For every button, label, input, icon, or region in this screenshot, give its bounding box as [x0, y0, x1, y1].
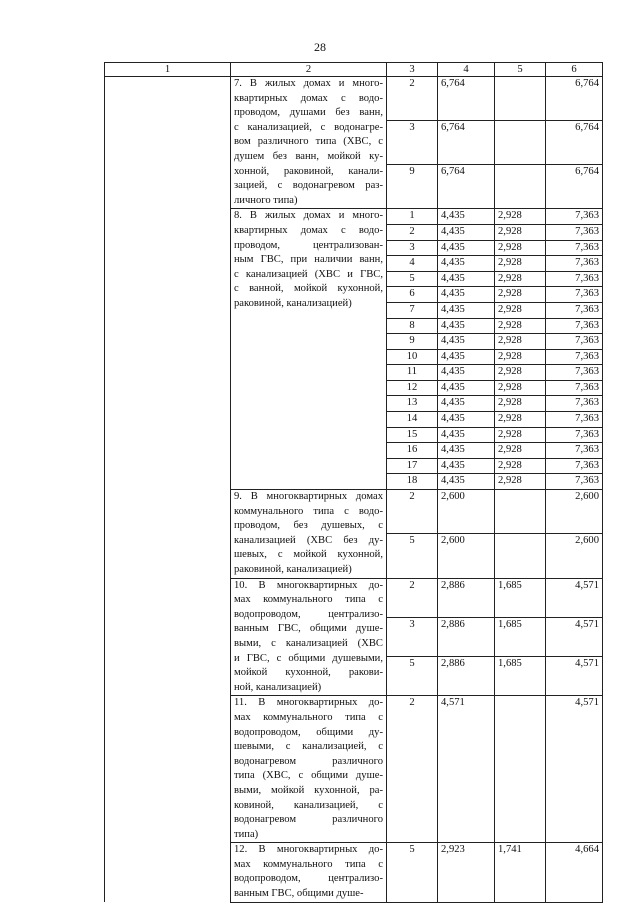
- value-col4-cell: 2,886: [438, 578, 495, 617]
- description-line: 8. В жилых домах и много-: [234, 210, 383, 222]
- value-col6-cell: 4,571: [546, 657, 603, 696]
- description-line: зацией, с водонагревом раз-: [234, 180, 383, 192]
- description-line: ванным ГВС, общими душе-: [234, 888, 364, 900]
- description-line: типа): [234, 828, 259, 840]
- service-code-cell: 3: [387, 121, 438, 165]
- description-line: квартирных домах с водо-: [234, 224, 383, 236]
- value-col5-cell: [495, 696, 546, 843]
- value-col5-cell: 2,928: [495, 318, 546, 334]
- value-col5-cell: 2,928: [495, 209, 546, 225]
- description-line: ковиной, канализацией, с: [234, 799, 383, 811]
- value-col6-cell: 7,363: [546, 302, 603, 318]
- service-code-cell: 2: [387, 578, 438, 617]
- value-col4-cell: 4,435: [438, 209, 495, 225]
- value-col4-cell: 4,435: [438, 256, 495, 272]
- value-col6-cell: 7,363: [546, 318, 603, 334]
- column-header: 4: [438, 63, 495, 77]
- description-line: водопроводом, централизо-: [234, 873, 383, 885]
- header-row: [105, 63, 603, 77]
- value-col6-cell: 7,363: [546, 224, 603, 240]
- value-col5-cell: 2,928: [495, 224, 546, 240]
- value-col5-cell: [495, 77, 546, 121]
- description-line: с ванной, мойкой кухонной,: [234, 283, 383, 295]
- column-header: 1: [105, 63, 231, 77]
- service-code-cell: 9: [387, 334, 438, 350]
- value-col4-cell: 4,435: [438, 224, 495, 240]
- service-code-cell: 2: [387, 696, 438, 843]
- service-code-cell: 17: [387, 458, 438, 474]
- description-line: душем без ванн, мойкой ку-: [234, 150, 383, 162]
- value-col4-cell: 6,764: [438, 77, 495, 121]
- service-code-cell: 4: [387, 256, 438, 272]
- value-col4-cell: 4,435: [438, 318, 495, 334]
- service-code-cell: 10: [387, 349, 438, 365]
- value-col5-cell: 2,928: [495, 365, 546, 381]
- description-line: 9. В многоквартирных домах: [234, 491, 383, 503]
- value-col6-cell: 7,363: [546, 458, 603, 474]
- description-line: вом различного типа (ХВС, с: [234, 136, 383, 148]
- description-line: ным ГВС, при наличии ванн,: [234, 254, 383, 266]
- value-col6-cell: 4,571: [546, 617, 603, 656]
- service-code-cell: 11: [387, 365, 438, 381]
- service-code-cell: 6: [387, 287, 438, 303]
- column-header: 6: [546, 63, 603, 77]
- category-description: [231, 843, 387, 902]
- value-col5-cell: 2,928: [495, 474, 546, 490]
- category-description: [231, 77, 387, 209]
- value-col5-cell: [495, 534, 546, 578]
- value-col4-cell: 6,764: [438, 165, 495, 209]
- value-col6-cell: 4,571: [546, 578, 603, 617]
- value-col6-cell: 7,363: [546, 287, 603, 303]
- value-col4-cell: 4,435: [438, 412, 495, 428]
- category-description: [231, 490, 387, 579]
- description-line: 11. В многоквартирных до-: [234, 697, 383, 709]
- description-line: раковиной, канализацией): [234, 564, 352, 575]
- value-col5-cell: 2,928: [495, 240, 546, 256]
- value-col5-cell: 2,928: [495, 334, 546, 350]
- description-line: водопроводом, общими ду-: [234, 726, 383, 738]
- service-code-cell: 2: [387, 224, 438, 240]
- value-col6-cell: 4,571: [546, 696, 603, 843]
- service-code-cell: 15: [387, 427, 438, 443]
- value-col4-cell: 4,435: [438, 302, 495, 318]
- description-line: канализацией (ХВС без ду-: [234, 534, 383, 546]
- tariff-table: [104, 62, 603, 903]
- description-line: шевых, с мойкой кухонной,: [234, 549, 383, 561]
- value-col6-cell: 6,764: [546, 77, 603, 121]
- column-header: 5: [495, 63, 546, 77]
- service-code-cell: 12: [387, 380, 438, 396]
- table-body: [105, 77, 603, 903]
- value-col4-cell: 4,435: [438, 365, 495, 381]
- value-col5-cell: 2,928: [495, 396, 546, 412]
- value-col6-cell: 7,363: [546, 334, 603, 350]
- service-code-cell: 5: [387, 843, 438, 902]
- category-description: [231, 696, 387, 843]
- service-code-cell: 8: [387, 318, 438, 334]
- value-col4-cell: 4,435: [438, 349, 495, 365]
- service-code-cell: 1: [387, 209, 438, 225]
- value-col4-cell: 4,435: [438, 240, 495, 256]
- service-code-cell: 5: [387, 657, 438, 696]
- value-col5-cell: [495, 490, 546, 534]
- value-col5-cell: 2,928: [495, 302, 546, 318]
- value-col5-cell: 1,741: [495, 843, 546, 902]
- description-line: выми, с канализацией (ХВС: [234, 637, 383, 649]
- value-col4-cell: 4,435: [438, 443, 495, 459]
- description-line: водопроводом, централизо-: [234, 608, 383, 620]
- service-code-cell: 3: [387, 617, 438, 656]
- value-col6-cell: 7,363: [546, 256, 603, 272]
- value-col6-cell: 7,363: [546, 412, 603, 428]
- category-description: [231, 209, 387, 490]
- description-line: 10. В многоквартирных до-: [234, 579, 383, 591]
- value-col6-cell: 7,363: [546, 443, 603, 459]
- value-col5-cell: 2,928: [495, 256, 546, 272]
- description-line: мах коммунального типа с: [234, 594, 383, 606]
- value-col5-cell: 1,685: [495, 578, 546, 617]
- service-code-cell: 3: [387, 240, 438, 256]
- value-col4-cell: 2,600: [438, 534, 495, 578]
- value-col4-cell: 4,435: [438, 396, 495, 412]
- service-code-cell: 18: [387, 474, 438, 490]
- page-number: 28: [314, 40, 326, 54]
- service-code-cell: 5: [387, 271, 438, 287]
- value-col4-cell: 4,435: [438, 427, 495, 443]
- value-col6-cell: 2,600: [546, 490, 603, 534]
- value-col5-cell: 2,928: [495, 412, 546, 428]
- value-col6-cell: 7,363: [546, 474, 603, 490]
- description-line: и ГВС, с общими душевыми,: [234, 652, 383, 664]
- value-col5-cell: 2,928: [495, 427, 546, 443]
- column-header: 3: [387, 63, 438, 77]
- value-col5-cell: 2,928: [495, 349, 546, 365]
- service-code-cell: 13: [387, 396, 438, 412]
- value-col6-cell: 7,363: [546, 365, 603, 381]
- value-col6-cell: 6,764: [546, 121, 603, 165]
- description-line: 12. В многоквартирных до-: [234, 844, 383, 856]
- value-col4-cell: 4,435: [438, 287, 495, 303]
- value-col5-cell: 1,685: [495, 617, 546, 656]
- description-line: 7. В жилых домах и много-: [234, 78, 383, 89]
- value-col4-cell: 2,886: [438, 617, 495, 656]
- description-line: с канализацией (ХВС и ГВС,: [234, 268, 383, 280]
- value-col4-cell: 4,435: [438, 380, 495, 396]
- description-line: водонагревом различного: [234, 755, 383, 767]
- description-line: типа (ХВС, с общими душе-: [234, 770, 383, 782]
- description-line: проводом, без душевых, с: [234, 520, 383, 532]
- column-1-cell: [105, 77, 231, 903]
- value-col4-cell: 4,571: [438, 696, 495, 843]
- description-line: хонной, раковиной, канали-: [234, 165, 383, 177]
- value-col4-cell: 4,435: [438, 458, 495, 474]
- service-code-cell: 5: [387, 534, 438, 578]
- description-line: выми, мойкой кухонной, ра-: [234, 784, 383, 796]
- value-col4-cell: 6,764: [438, 121, 495, 165]
- description-line: коммунального типа с водо-: [234, 505, 383, 517]
- value-col6-cell: 7,363: [546, 209, 603, 225]
- value-col5-cell: 2,928: [495, 287, 546, 303]
- category-description: [231, 578, 387, 696]
- value-col6-cell: 7,363: [546, 349, 603, 365]
- column-header: 2: [231, 63, 387, 77]
- value-col6-cell: 6,764: [546, 165, 603, 209]
- description-line: ной, канализацией): [234, 681, 322, 693]
- description-line: мойкой кухонной, ракови-: [234, 667, 383, 679]
- value-col5-cell: 2,928: [495, 458, 546, 474]
- value-col6-cell: 7,363: [546, 240, 603, 256]
- description-line: водонагревом различного: [234, 814, 383, 826]
- service-code-cell: 2: [387, 490, 438, 534]
- description-line: проводом, душами без ванн,: [234, 107, 383, 119]
- value-col4-cell: 2,600: [438, 490, 495, 534]
- value-col4-cell: 4,435: [438, 271, 495, 287]
- value-col6-cell: 7,363: [546, 396, 603, 412]
- value-col6-cell: 2,600: [546, 534, 603, 578]
- value-col5-cell: 2,928: [495, 443, 546, 459]
- description-line: ванным ГВС, общими душе-: [234, 623, 383, 635]
- description-line: мах коммунального типа с: [234, 858, 383, 870]
- service-code-cell: 9: [387, 165, 438, 209]
- description-line: с канализацией, с водонагре-: [234, 121, 383, 133]
- description-line: проводом, централизован-: [234, 239, 383, 251]
- description-line: личного типа): [234, 194, 298, 206]
- value-col6-cell: 4,664: [546, 843, 603, 902]
- value-col4-cell: 4,435: [438, 334, 495, 350]
- service-code-cell: 16: [387, 443, 438, 459]
- value-col5-cell: 1,685: [495, 657, 546, 696]
- value-col5-cell: 2,928: [495, 380, 546, 396]
- value-col6-cell: 7,363: [546, 271, 603, 287]
- value-col6-cell: 7,363: [546, 427, 603, 443]
- value-col5-cell: [495, 165, 546, 209]
- value-col4-cell: 2,886: [438, 657, 495, 696]
- service-code-cell: 7: [387, 302, 438, 318]
- description-line: раковиной, канализацией): [234, 297, 352, 309]
- service-code-cell: 14: [387, 412, 438, 428]
- value-col5-cell: 2,928: [495, 271, 546, 287]
- description-line: шевыми, с канализацией, с: [234, 741, 383, 753]
- table-row: [105, 77, 603, 121]
- value-col5-cell: [495, 121, 546, 165]
- value-col6-cell: 7,363: [546, 380, 603, 396]
- value-col4-cell: 2,923: [438, 843, 495, 902]
- description-line: квартирных домах с водо-: [234, 92, 383, 104]
- description-line: мах коммунального типа с: [234, 711, 383, 723]
- service-code-cell: 2: [387, 77, 438, 121]
- value-col4-cell: 4,435: [438, 474, 495, 490]
